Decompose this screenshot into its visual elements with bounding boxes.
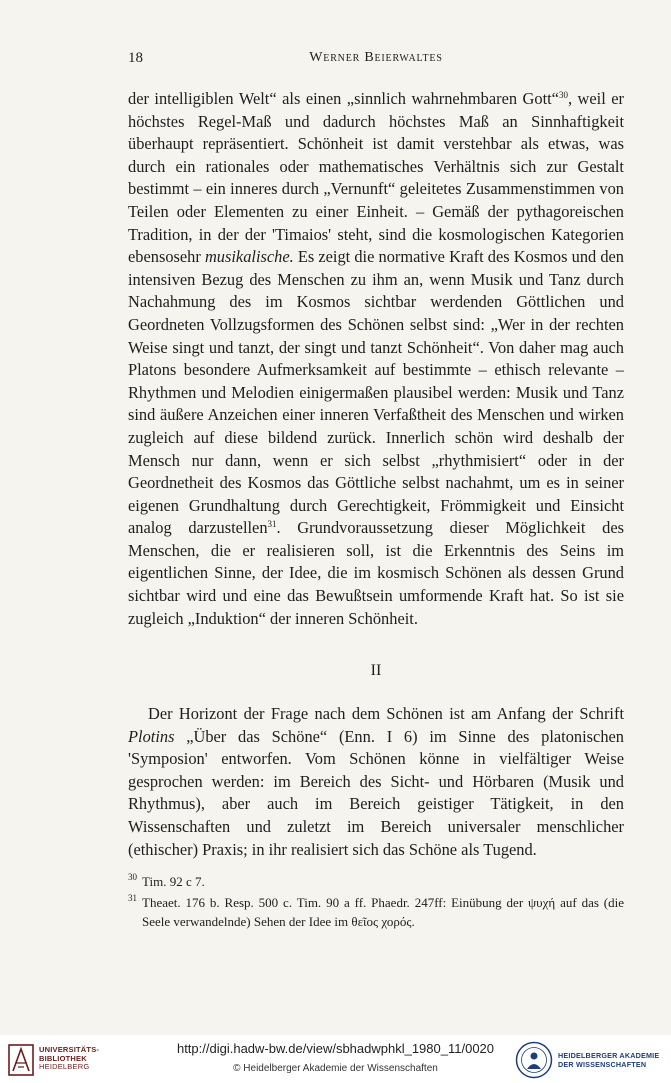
running-head [128, 50, 624, 70]
text-run: , weil er höchstes Regel-Maß und dadurch höchstes Maß an Sinnhaftigkeit überhaupt repräsentiert. Schönheit ist damit verstehbar als etwas, was durch ein rationales oder mathematisches Verhältnis sich zur Gestalt bestimmt – ein inneres durch „Vernunft“ geleitetes Zusammenstimmen von Teilen oder Elementen zu einer Einheit. – Gemäß der pythagoreischen Tradition, in der der 'Timaios' steht, sind die kosmologischen Kategorien ebensosehr [128, 89, 624, 267]
footnote-text: Tim. 92 c 7. [142, 874, 205, 889]
footnote-31 [128, 893, 624, 931]
text-run: Der Horizont der Frage nach dem Schönen ist am Anfang der Schrift [148, 704, 624, 723]
footnote-number: 31 [128, 893, 137, 903]
permalink-url[interactable]: http://digi.hadw-bw.de/view/sbhadwphkl_1980_11/0020 [176, 1041, 495, 1056]
emphasis-plotins: Plotins [128, 726, 175, 746]
footnote-text: Theaet. 176 b. Resp. 500 c. Tim. 90 a ff. Phaedr. 247ff: Einübung der ψυχή auf das (die Seele verwandelnde) Sehen der Idee im θεῖος χορός. [142, 895, 624, 929]
university-library-name: UNIVERSITÄTS- BIBLIOTHEK HEIDELBERG [39, 1045, 100, 1071]
body-paragraph-2 [128, 703, 624, 861]
footnote-ref-30[interactable]: 30 [558, 90, 568, 100]
running-title: Werner Beierwaltes [309, 50, 443, 65]
footnote-30 [128, 872, 624, 891]
text-run: „Über das Schöne“ (Enn. I 6) im Sinne des platonischen 'Symposion' entworfen. Vom Schönen könne in vielfältiger Weise gesprochen werden: im Bereich des Sicht- und Hörbaren (Musik und Rhythmus), aber auch im Bereich geistiger Tätigkeit, in den Wissenschaften und zuletzt im Bereich universaler menschlicher (ethischer) Praxis; in ihr realisiert sich das Schöne als Tugend. [128, 726, 624, 859]
body-paragraph-1 [128, 88, 624, 630]
footnote-ref-31[interactable]: 31 [267, 519, 277, 530]
copyright-notice: © Heidelberger Akademie der Wissenschaften [233, 1063, 438, 1074]
text-run: Es zeigt die normative Kraft des Kosmos und den intensiven Bezug des Menschen zu ihm an, wenn Musik und Tanz durch Nachahmung des im Kosmos sichtbar werdenden Göttlichen und Geordneten Vollzugsformen des Schönen selbst sind: „Wer in der rechten Weise singt und tanzt, der singt und tanzt Schönheit“. Von daher mag auch Platons besondere Aufmerksamkeit auf bestimmte – ethisch relevante – Rhythmen und Melodien einigermaßen plausibel werden: Musik und Tanz sind äußere Anzeichen einer inneren Verfaßtheit des Menschen und wirken zugleich auf diese bildend zurück. Innerlich schön wird deshalb der Mensch nur dann, wenn er sich selbst „rhythmisiert“ oder in der Geordnetheit des Kosmos das Göttliche selbst nachahmt, um es in seiner eigenen Grundhaltung durch Gerechtigkeit, Frömmigkeit und Einsicht analog darzustellen [128, 247, 624, 538]
academy-seal-icon[interactable] [515, 1041, 553, 1079]
text-run: . Grundvoraussetzung dieser Möglichkeit des Menschen, die er realisieren soll, ist die Erkenntnis des Seins im eigentlichen Sinne, der Idee, die im kosmisch Schönen als dessen Grund sichtbar wird und eine das Bewußtsein umformende Kraft hat. So ist sie zugleich „Induktion“ der inneren Schönheit. [128, 518, 624, 628]
academy-name: HEIDELBERGER AKADEMIE DER WISSENSCHAFTEN [558, 1051, 660, 1069]
emphasis-musikalische: musikalische. [204, 247, 294, 267]
footnotes [128, 872, 624, 933]
text-run: der intelligiblen Welt“ als einen „sinnlich wahrnehmbaren Gott“ [128, 89, 559, 108]
footnote-number: 30 [128, 872, 137, 882]
section-heading: II [370, 662, 382, 679]
page-number: 18 [128, 50, 143, 66]
footer-bar [0, 1035, 671, 1083]
